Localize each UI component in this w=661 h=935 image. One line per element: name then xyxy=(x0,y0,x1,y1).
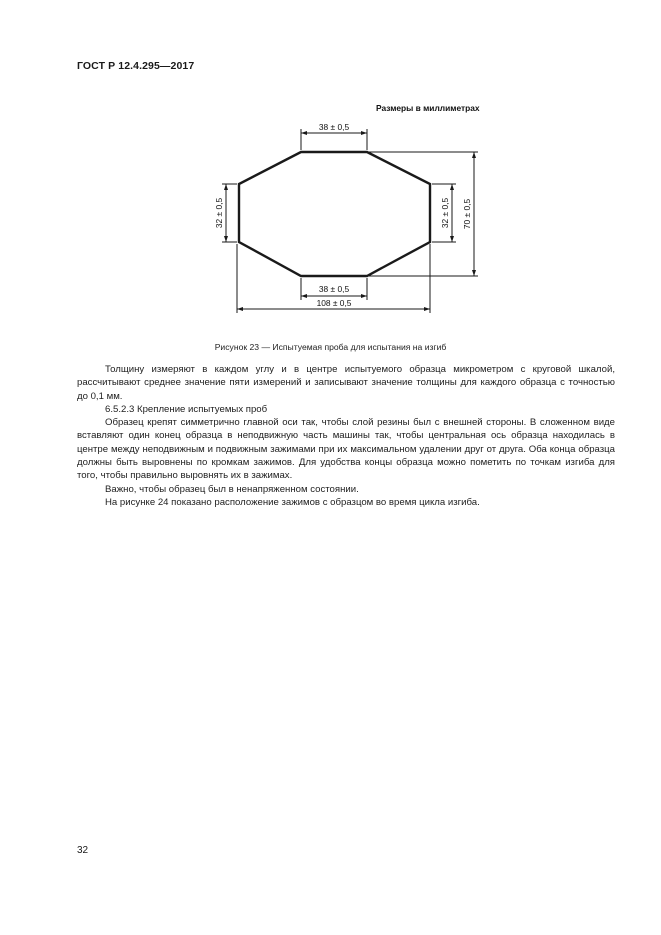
document-header: ГОСТ Р 12.4.295—2017 xyxy=(77,60,195,72)
figure-caption: Рисунок 23 — Испытуемая проба для испытания на изгиб xyxy=(214,342,447,352)
dim-left-side-label: 32 ± 0,5 xyxy=(214,197,224,229)
paragraph: Образец крепят симметрично главной оси так, чтобы слой резины был с внешней стороны. В сложенном виде вставляют один конец образца в неподвижную часть машины так, чтобы центральная ось образца находилась в центре между неподвижным и подвижным зажимами при их максимальном удалении друг от друга. Оба конца образца должны быть выровнены по кромкам зажимов. Для удобства концы образца можно пометить по точкам изгиба для того, чтобы правильно выровнять их в зажимах. xyxy=(77,417,615,482)
paragraph: Толщину измеряют в каждом углу и в центре испытуемого образца микрометром с круговой шкалой, рассчитывают среднее значение пяти измерений и записывают значение толщины для каждого образца с точностью до 0,1 мм. xyxy=(77,364,615,402)
section-heading: 6.5.2.3 Крепление испытуемых проб xyxy=(105,403,268,415)
paragraph: На рисунке 24 показано расположение зажимов с образцом во время цикла изгиба. xyxy=(105,496,480,508)
dim-total-width-label: 108 ± 0,5 xyxy=(316,298,352,308)
body-text xyxy=(77,363,615,509)
dim-top-label: 38 ± 0,5 xyxy=(318,122,350,132)
page-number: 32 xyxy=(77,845,89,856)
dim-bottom-label: 38 ± 0,5 xyxy=(318,284,350,294)
dim-right-side-label: 32 ± 0,5 xyxy=(440,197,450,229)
dim-top xyxy=(301,129,367,150)
specimen-drawing xyxy=(0,0,661,340)
dim-left-side xyxy=(222,184,237,242)
specimen-octagon xyxy=(239,152,430,276)
paragraph: Важно, чтобы образец был в ненапряженном состоянии. xyxy=(105,483,359,495)
dim-total-height-label: 70 ± 0,5 xyxy=(462,198,472,230)
units-note: Размеры в миллиметрах xyxy=(376,103,480,113)
